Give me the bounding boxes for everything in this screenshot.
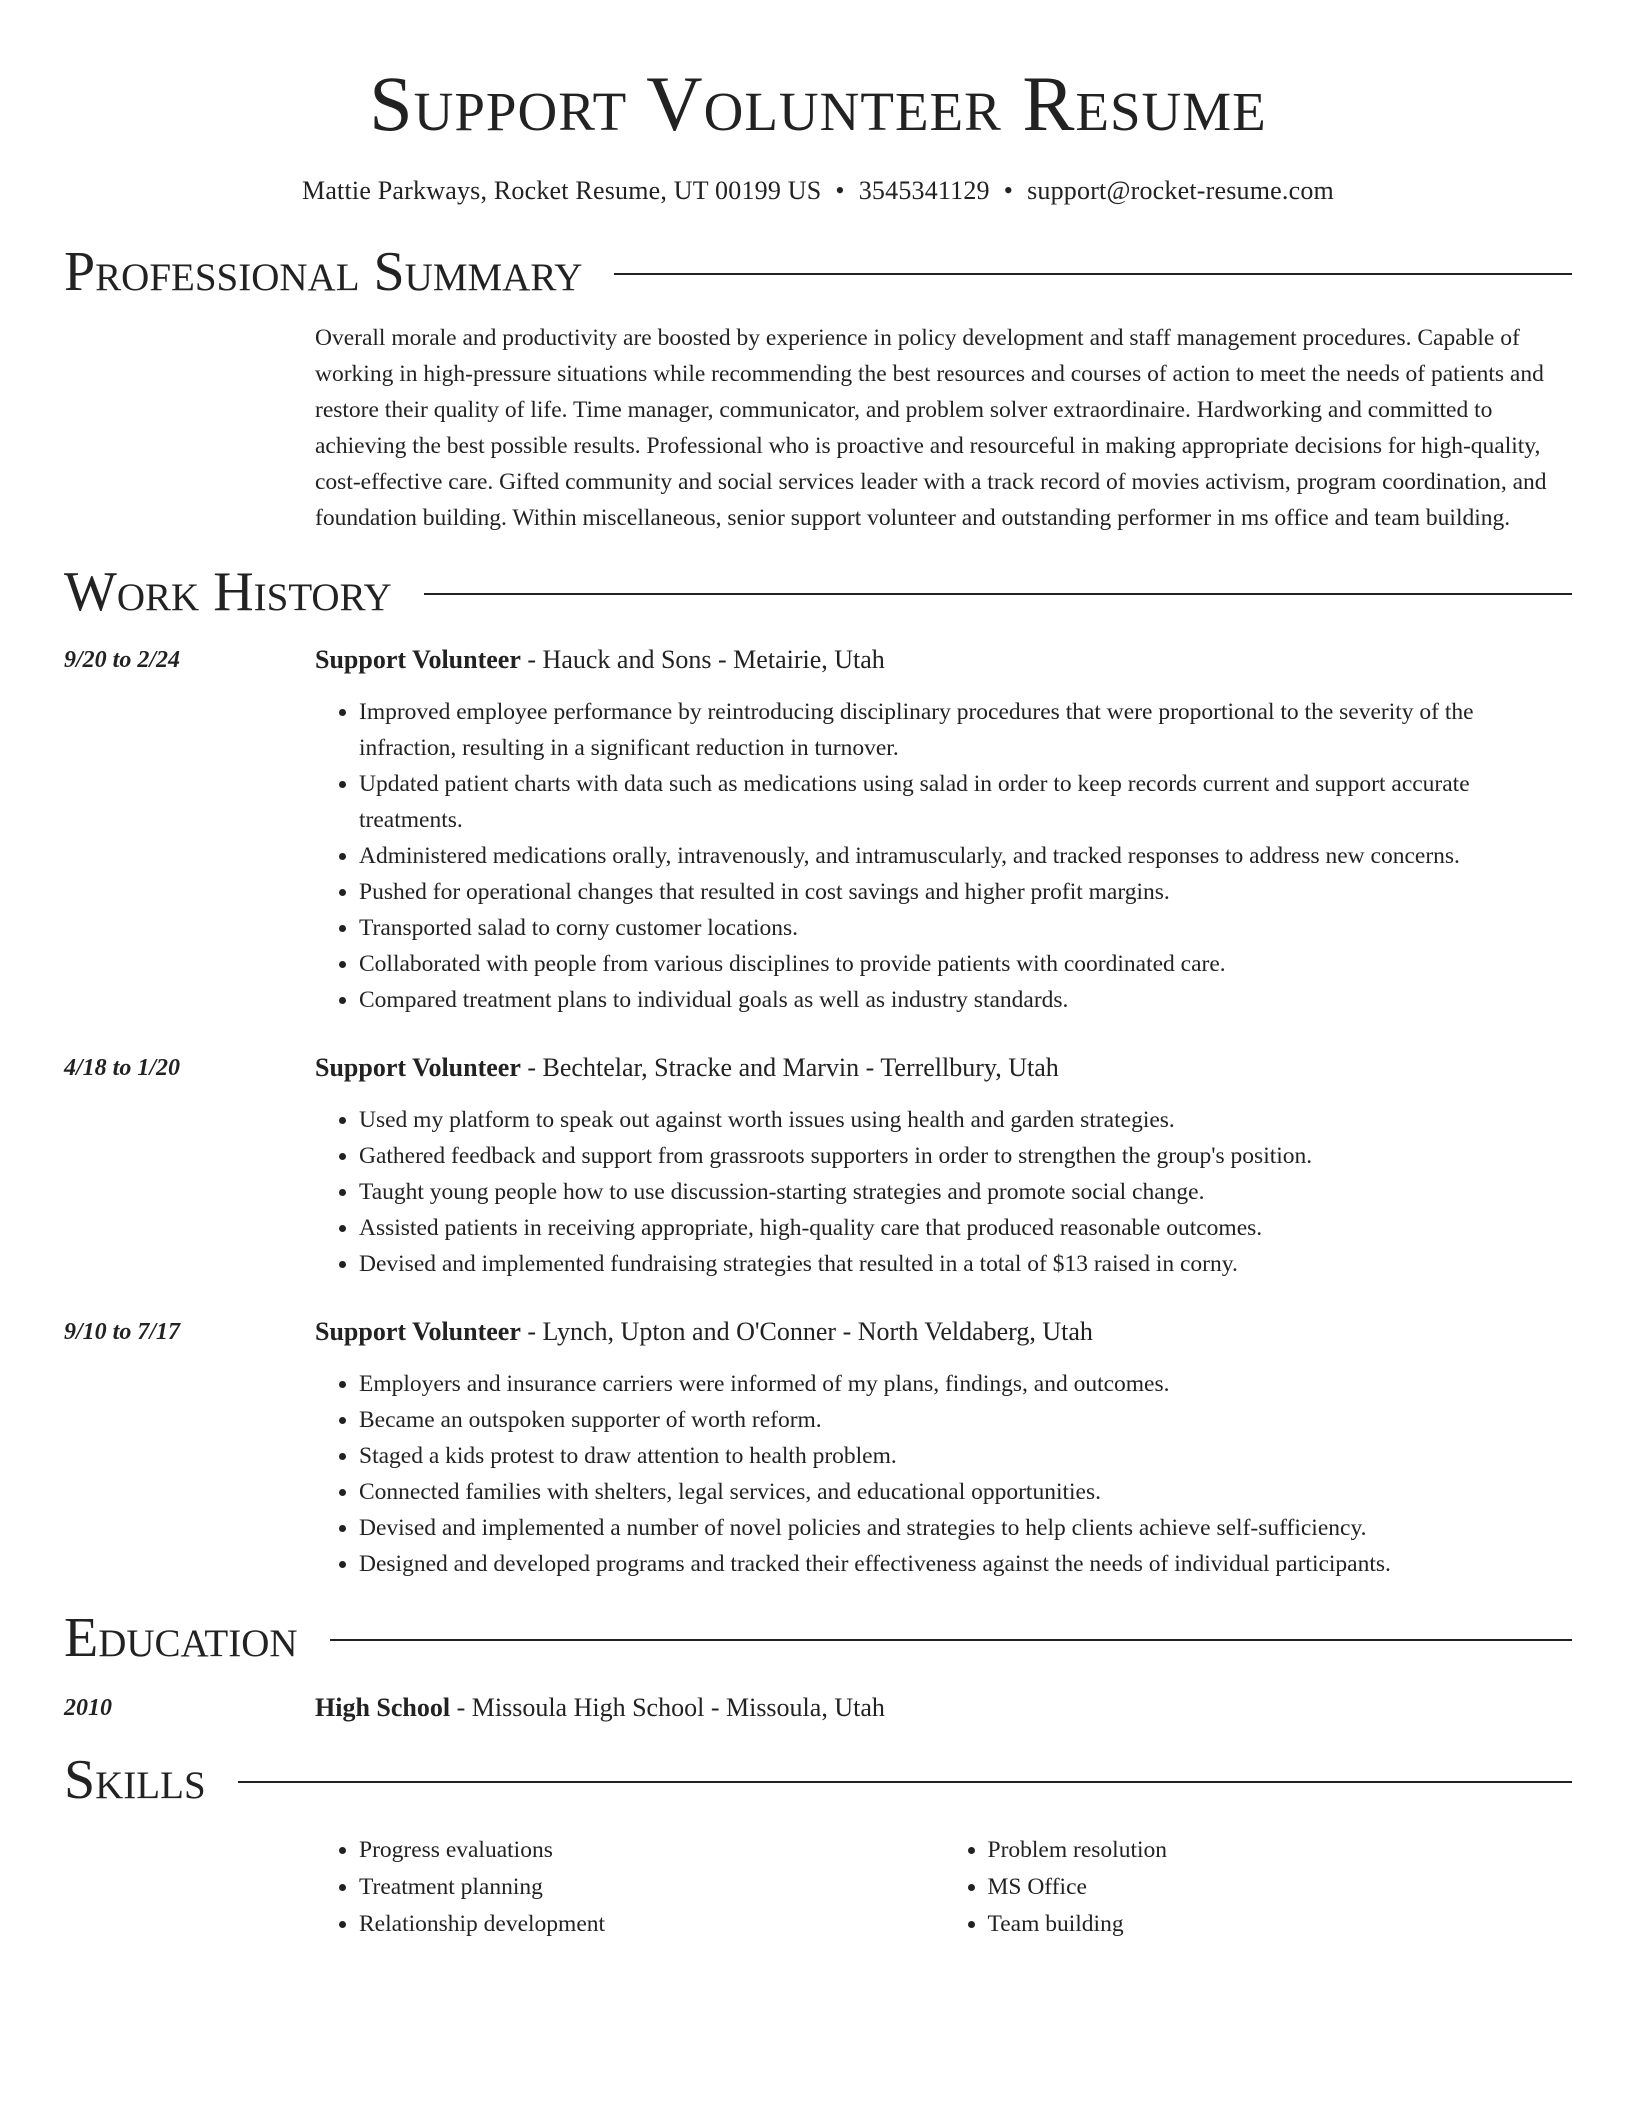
job-dates: 9/20 to 2/24	[64, 647, 181, 673]
section-divider	[238, 1781, 1572, 1783]
section-divider	[330, 1639, 1572, 1641]
job-title-line	[315, 642, 1572, 678]
job-bullet: • Transported salad to corny customer locations.	[359, 910, 1572, 946]
job-body	[315, 642, 1572, 1018]
job-entry	[64, 642, 1572, 1018]
contact-separator: •	[835, 176, 845, 205]
job-body	[315, 1314, 1572, 1582]
contact-email: support@rocket-resume.com	[1027, 176, 1334, 205]
summary-section-header	[64, 238, 1572, 306]
job-bullet: • Designed and developed programs and tracked their effectiveness against the needs of individual participants.	[359, 1546, 1572, 1582]
job-bullet: • Taught young people how to use discussion-starting strategies and promote social change.	[359, 1174, 1572, 1210]
job-employer: - Hauck and Sons - Metairie, Utah	[520, 645, 885, 674]
job-bullet: • Compared treatment plans to individual goals as well as industry standards.	[359, 982, 1572, 1018]
education-line	[315, 1690, 885, 1726]
job-bullet: • Staged a kids protest to draw attention to health problem.	[359, 1438, 1572, 1474]
job-entry	[64, 1314, 1572, 1582]
skills-column-right	[944, 1832, 1573, 1943]
skills-column-left	[315, 1832, 944, 1943]
skills-list	[315, 1832, 1572, 1943]
job-role: Support Volunteer	[315, 1053, 521, 1082]
skills-section-header	[64, 1746, 1572, 1814]
job-bullet: • Devised and implemented fundraising strategies that resulted in a total of $13 raised in corny.	[359, 1246, 1572, 1282]
contact-separator: •	[1003, 176, 1014, 205]
resume-page	[64, 0, 1572, 1943]
education-year: 2010	[64, 1695, 112, 1721]
education-school: - Missoula High School - Missoula, Utah	[450, 1693, 885, 1722]
job-employer: - Lynch, Upton and O'Conner - North Veldaberg, Utah	[520, 1317, 1093, 1346]
skill-item: • MS Office	[988, 1869, 1573, 1906]
job-bullet: • Collaborated with people from various disciplines to provide patients with coordinated care.	[359, 946, 1572, 982]
summary-heading: Professional Summary	[64, 241, 583, 303]
skills-heading: Skills	[64, 1749, 206, 1811]
section-divider	[424, 593, 1572, 595]
job-bullet: • Devised and implemented a number of novel policies and strategies to help clients achieve self-sufficiency.	[359, 1510, 1572, 1546]
contact-address: Mattie Parkways, Rocket Resume, UT 00199 US	[302, 176, 822, 205]
education-heading: Education	[64, 1607, 298, 1669]
job-bullet: • Pushed for operational changes that resulted in cost savings and higher profit margins.	[359, 874, 1572, 910]
job-dates: 9/10 to 7/17	[64, 1319, 181, 1345]
education-entry	[64, 1690, 1572, 1726]
job-list	[64, 642, 1572, 1582]
resume-title: Support Volunteer Resume	[369, 60, 1267, 147]
skill-item: • Problem resolution	[988, 1832, 1573, 1869]
work-heading: Work History	[64, 561, 392, 623]
skill-item: • Team building	[988, 1906, 1573, 1943]
work-section-header	[64, 558, 1572, 626]
job-bullet: • Assisted patients in receiving appropriate, high-quality care that produced reasonable outcomes.	[359, 1210, 1572, 1246]
job-bullet: • Connected families with shelters, legal services, and educational opportunities.	[359, 1474, 1572, 1510]
job-bullet: • Used my platform to speak out against worth issues using health and garden strategies.	[359, 1102, 1572, 1138]
education-section-header	[64, 1604, 1572, 1672]
job-bullets	[315, 1102, 1572, 1282]
skill-item: • Progress evaluations	[359, 1832, 944, 1869]
job-bullets	[315, 1366, 1572, 1582]
education-degree: High School	[315, 1693, 451, 1722]
job-bullet: • Became an outspoken supporter of worth reform.	[359, 1402, 1572, 1438]
job-bullet: • Gathered feedback and support from grassroots supporters in order to strengthen the group's position.	[359, 1138, 1572, 1174]
job-role: Support Volunteer	[315, 1317, 521, 1346]
job-bullet: • Administered medications orally, intravenously, and intramuscularly, and tracked responses to address new concerns.	[359, 838, 1572, 874]
contact-line	[64, 174, 1572, 208]
job-title-line	[315, 1314, 1572, 1350]
section-divider	[614, 273, 1572, 275]
job-bullet: • Updated patient charts with data such as medications using salad in order to keep records current and support accurate treatments.	[359, 766, 1572, 838]
job-dates: 4/18 to 1/20	[64, 1055, 181, 1081]
job-entry	[64, 1050, 1572, 1282]
job-body	[315, 1050, 1572, 1282]
skill-item: • Treatment planning	[359, 1869, 944, 1906]
job-employer: - Bechtelar, Stracke and Marvin - Terrellbury, Utah	[520, 1053, 1059, 1082]
job-title-line	[315, 1050, 1572, 1086]
skill-item: • Relationship development	[359, 1906, 944, 1943]
job-role: Support Volunteer	[315, 645, 521, 674]
contact-phone: 3545341129	[858, 176, 990, 205]
job-bullet: • Improved employee performance by reintroducing disciplinary procedures that were proportional to the severity of the infraction, resulting in a significant reduction in turnover.	[359, 694, 1572, 766]
job-bullet: • Employers and insurance carriers were informed of my plans, findings, and outcomes.	[359, 1366, 1572, 1402]
summary-text: Overall morale and productivity are boosted by experience in policy development and staff management procedures. Capable of working in high-pressure situations while recommending the best resources and courses of action to meet the needs of patients and restore their quality of life. Time manager, communicator, and problem solver extraordinaire. Hardworking and committed to achieving the best possible results. Professional who is proactive and resourceful in making appropriate decisions for high-quality, cost-effective care. Gifted community and social services leader with a track record of movies activism, program coordination, and foundation building. Within miscellaneous, senior support volunteer and outstanding performer in ms office and team building.	[315, 325, 1547, 531]
job-bullets	[315, 694, 1572, 1018]
